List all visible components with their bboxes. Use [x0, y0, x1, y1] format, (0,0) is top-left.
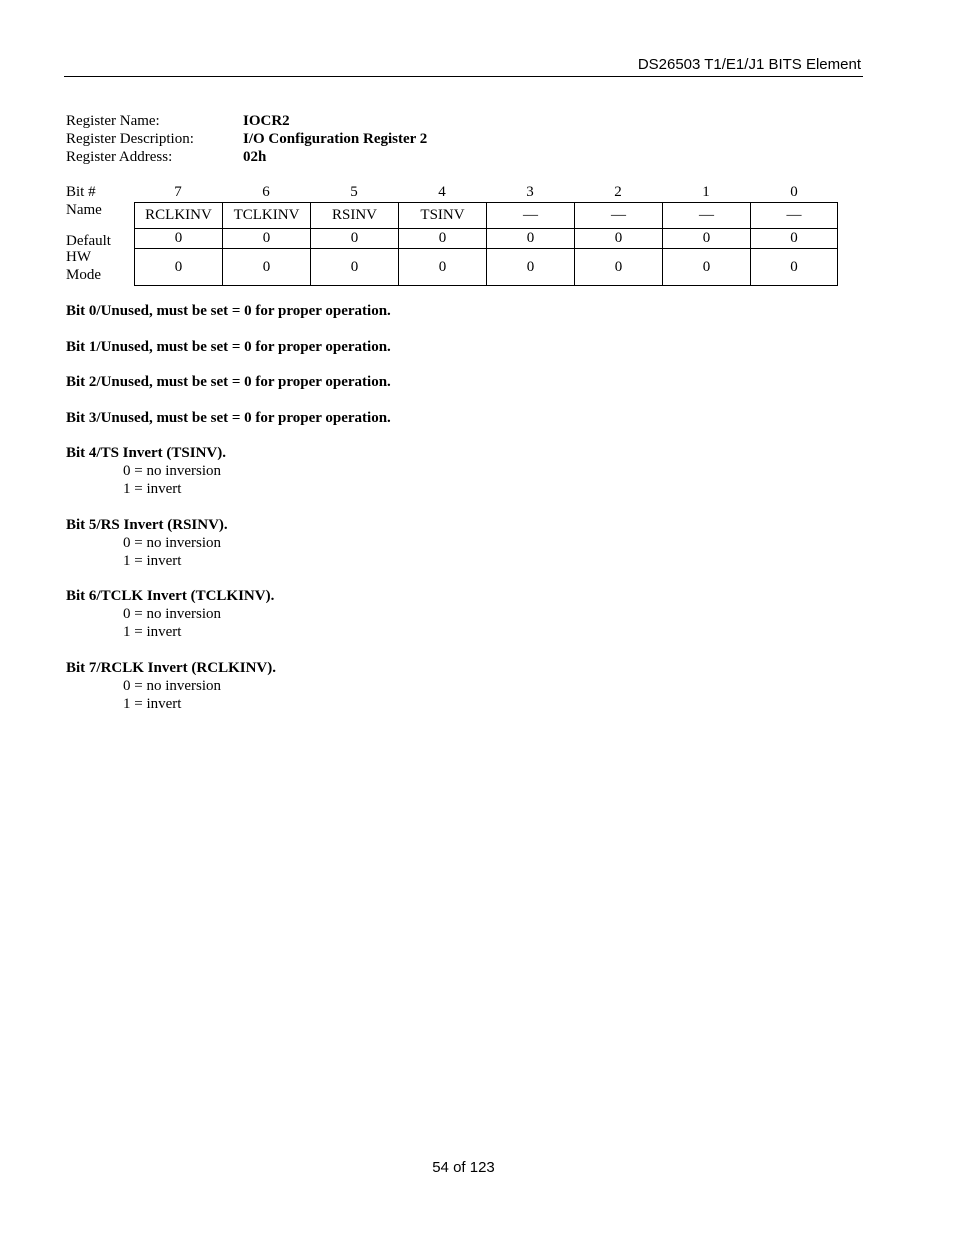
bit-number-cell: 2: [614, 184, 622, 200]
bit-description-title: Bit 2/Unused, must be set = 0 for proper operation.: [66, 374, 391, 390]
bit-default-row: [66, 228, 838, 248]
bit-hw-mode-cell: 0: [222, 248, 310, 286]
register-name-label: Register Name:: [66, 113, 160, 129]
register-address-row: [66, 148, 427, 166]
register-description-row: [66, 130, 427, 148]
bit-description: [66, 302, 846, 320]
bit-default-label: Default: [66, 233, 111, 249]
bit-name-row: [66, 202, 838, 228]
bit-hw-mode-cell: 0: [398, 248, 486, 286]
bit-description-line: 1 = invert: [123, 481, 182, 497]
bit-default-cell: 0: [662, 228, 750, 248]
bit-name-label: Name: [66, 202, 102, 218]
bit-hw-mode-cells: [134, 248, 838, 286]
bit-default-cell: 0: [486, 228, 574, 248]
bit-description: [66, 373, 846, 391]
bit-default-cell: 0: [398, 228, 486, 248]
bit-description-title: Bit 7/RCLK Invert (RCLKINV).: [66, 659, 276, 676]
bit-number-label: Bit #: [66, 184, 96, 200]
bit-number-cell: 1: [702, 184, 710, 200]
bit-number-cell: 6: [262, 184, 270, 200]
bit-description-line: 1 = invert: [123, 552, 182, 569]
bit-description-title: Bit 3/Unused, must be set = 0 for proper operation.: [66, 409, 391, 426]
bit-default-cell: 0: [310, 228, 398, 248]
bit-description-line: 0 = no inversion: [123, 463, 222, 479]
register-info: [66, 112, 427, 166]
bit-hw-mode-cell: 0: [310, 248, 398, 286]
bit-description-line: 1 = invert: [123, 695, 182, 712]
bit-description-title: Bit 0/Unused, must be set = 0 for proper operation.: [66, 303, 391, 319]
register-name-row: [66, 112, 427, 130]
bit-hw-mode-cell: 0: [486, 248, 574, 286]
bit-name-cell: —: [662, 202, 750, 228]
bit-description-line: 0 = no inversion: [123, 534, 222, 551]
bit-default-cell: 0: [574, 228, 662, 248]
bit-default-cell: 0: [222, 228, 310, 248]
register-name-value: IOCR2: [243, 113, 290, 129]
bit-hw-mode-cell: 0: [662, 248, 750, 286]
bit-name-cells: [134, 202, 838, 228]
bit-description: [66, 409, 846, 427]
bit-name-cell: TCLKINV: [222, 202, 310, 228]
bit-description: [66, 659, 846, 713]
document-header-title: DS26503 T1/E1/J1 BITS Element: [637, 56, 861, 73]
bit-description: [66, 338, 846, 356]
bit-description: [66, 587, 846, 641]
bit-name-cell: —: [574, 202, 662, 228]
bit-hw-mode-cell: 0: [574, 248, 662, 286]
bit-description-line: 1 = invert: [123, 624, 182, 640]
header-divider: [64, 76, 863, 77]
bit-number-cells: [134, 182, 838, 202]
bit-default-cells: [134, 228, 838, 248]
bit-description: [66, 444, 846, 498]
bit-name-cell: RSINV: [310, 202, 398, 228]
bit-hw-mode-label: [66, 248, 134, 286]
bit-number-cell: 4: [438, 184, 446, 200]
bit-name-cell: TSINV: [398, 202, 486, 228]
register-bit-table: [66, 182, 838, 286]
register-description-value: I/O Configuration Register 2: [243, 131, 428, 147]
hw-label-line1: HW: [66, 249, 91, 265]
bit-description-title: Bit 6/TCLK Invert (TCLKINV).: [66, 588, 275, 604]
register-description-label: Register Description:: [66, 131, 194, 147]
bit-description-title: Bit 4/TS Invert (TSINV).: [66, 445, 227, 461]
bit-number-cell: 3: [526, 184, 534, 200]
bit-hw-mode-cell: 0: [134, 248, 222, 286]
bit-description-title: Bit 1/Unused, must be set = 0 for proper operation.: [66, 338, 391, 355]
register-address-label: Register Address:: [66, 149, 173, 165]
bit-default-cell: 0: [134, 228, 222, 248]
hw-label-line2: Mode: [66, 267, 101, 283]
bit-name-cell: RCLKINV: [134, 202, 222, 228]
bit-number-cell: 5: [350, 184, 358, 200]
bit-hw-mode-row: [66, 248, 838, 286]
bit-number-cell: 7: [174, 184, 182, 200]
bit-description-line: 0 = no inversion: [123, 677, 222, 694]
bit-description-line: 0 = no inversion: [123, 606, 222, 622]
page-number: 54 of 123: [432, 1159, 495, 1176]
bit-description-title: Bit 5/RS Invert (RSINV).: [66, 516, 228, 533]
bit-number-row: [66, 182, 838, 202]
bit-hw-mode-cell: 0: [750, 248, 838, 286]
bit-description: [66, 516, 846, 570]
register-address-value: 02h: [243, 149, 267, 165]
bit-name-cell: —: [750, 202, 838, 228]
bit-default-cell: 0: [750, 228, 838, 248]
bit-name-cell: —: [486, 202, 574, 228]
bit-descriptions: [66, 302, 846, 730]
bit-number-cell: 0: [790, 184, 798, 200]
